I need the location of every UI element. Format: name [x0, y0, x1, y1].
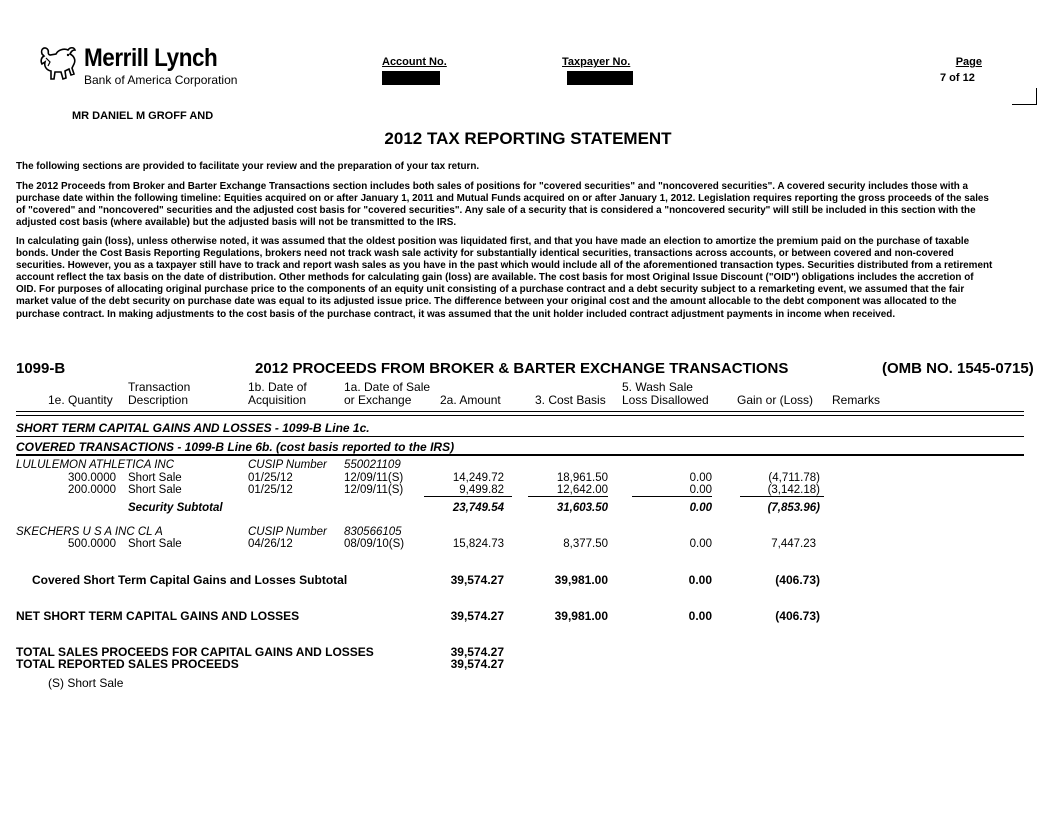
lot-gain-loss: (4,711.78) — [768, 472, 820, 484]
header-rule-bottom — [16, 415, 1024, 416]
form-id: 1099-B — [16, 360, 66, 377]
omb-number: (OMB NO. 1545-0715) — [882, 360, 1034, 377]
corner-mark — [1012, 88, 1037, 105]
cusip-label: CUSIP Number — [248, 459, 327, 471]
column-header-sale-date — [344, 381, 430, 406]
column-header-acquisition — [248, 381, 307, 406]
section-rule-covered — [16, 454, 1024, 456]
section-covered: COVERED TRANSACTIONS - 1099-B Line 6b. (cost basis reported to the IRS) — [16, 440, 455, 454]
column-header-wash-sale — [622, 381, 709, 406]
column-header-transaction — [128, 381, 190, 406]
taxpayer-number-redacted — [567, 71, 633, 85]
net-short-term-gain-loss: (406.73) — [775, 609, 820, 623]
footnote-short-sale: (S) Short Sale — [48, 676, 124, 690]
net-short-term-label: NET SHORT TERM CAPITAL GAINS AND LOSSES — [16, 609, 300, 623]
account-number-label: Account No. — [382, 56, 447, 68]
covered-securities-paragraph: The 2012 Proceeds from Broker and Barter Exchange Transactions section includes both sales of positions for "covered securities" and "noncovered securities". A covered security includes those with a purchase date within the following timeline: Equities acquired on or after January 1, 2011 and Mutual Funds acquired on or after January 1, 2012. Legislation requires reporting the gross proceeds of the sales of "covered" and "noncovered" securities and the adjusted cost basis for "covered securities". Any sale of a security that is considered a "noncovered security" will still be included in this section with the adjusted cost basis (where available) but the adjusted basis will not be transmitted to the IRS. — [16, 181, 989, 229]
page-label: Page — [955, 56, 982, 68]
covered-subtotal-cost-basis: 39,981.00 — [554, 573, 608, 587]
addressee-name: MR DANIEL M GROFF AND — [72, 110, 214, 122]
total-sales-proceeds-label: TOTAL SALES PROCEEDS FOR CAPITAL GAINS AND LOSSES — [16, 645, 374, 659]
brand-subtitle: Bank of America Corporation — [84, 73, 238, 87]
lot-description: Short Sale — [128, 472, 182, 484]
column-header-amount: 2a. Amount — [440, 393, 501, 407]
section-short-term: SHORT TERM CAPITAL GAINS AND LOSSES - 1099-B Line 1c. — [16, 421, 370, 435]
cusip-number: 830566105 — [344, 526, 402, 538]
lot-gain-loss — [740, 484, 824, 497]
covered-subtotal-label: Covered Short Term Capital Gains and Losses Subtotal — [32, 573, 348, 587]
lot-quantity: 200.0000 — [68, 484, 116, 496]
lot-description: Short Sale — [128, 538, 182, 550]
lot-description: Short Sale — [128, 484, 182, 496]
lot-amount — [424, 484, 512, 497]
lot-sale-date: 08/09/10(S) — [344, 538, 405, 550]
net-short-term-cost-basis: 39,981.00 — [554, 609, 608, 623]
security-subtotal-label: Security Subtotal — [128, 502, 223, 514]
column-header-remarks: Remarks — [832, 393, 881, 407]
header-rule-top — [16, 411, 1024, 412]
column-header-sale-date-line1: 1a. Date of Sale — [344, 380, 431, 394]
bull-logo-icon — [38, 44, 80, 91]
lot-sale-date: 12/09/11(S) — [344, 484, 404, 496]
lot-amount: 14,249.72 — [452, 472, 504, 484]
lot-wash-sale: 0.00 — [689, 472, 712, 484]
cusip-number: 550021109 — [344, 459, 401, 471]
security-name: SKECHERS U S A INC CL A — [16, 526, 163, 538]
column-header-transaction-line1: Transaction — [128, 380, 191, 394]
lot-cost-basis: 18,961.50 — [556, 472, 608, 484]
brand-name: Merrill Lynch — [84, 44, 218, 72]
lot-cost-basis: 12,642.00 — [528, 484, 608, 497]
taxpayer-number-label: Taxpayer No. — [562, 56, 631, 68]
security-name: LULULEMON ATHLETICA INC — [16, 459, 175, 471]
intro-paragraph: The following sections are provided to facilitate your review and the preparation of your tax return. — [16, 161, 480, 172]
column-header-transaction-line2: Description — [128, 392, 189, 407]
lot-quantity: 500.0000 — [68, 538, 116, 550]
column-header-acquisition-line2: Acquisition — [248, 392, 307, 407]
net-short-term-wash-sale: 0.00 — [688, 609, 712, 623]
security-subtotal-wash-sale: 0.00 — [689, 502, 712, 514]
security-subtotal-gain-loss: (7,853.96) — [767, 502, 820, 514]
covered-subtotal-amount: 39,574.27 — [450, 573, 504, 587]
column-header-cost-basis: 3. Cost Basis — [535, 393, 606, 407]
lot-gain-loss-value: (3,142.18) — [767, 484, 820, 496]
page-title: 2012 TAX REPORTING STATEMENT — [384, 129, 672, 148]
cusip-label: CUSIP Number — [248, 526, 327, 538]
lot-acquired-date: 04/26/12 — [248, 538, 293, 550]
column-header-wash-sale-line2: Loss Disallowed — [622, 392, 709, 407]
lot-amount-value: 9,499.82 — [459, 484, 504, 496]
security-subtotal-cost-basis: 31,603.50 — [556, 502, 608, 514]
lot-gain-loss: 7,447.23 — [771, 538, 816, 550]
column-header-acquisition-line1: 1b. Date of — [248, 380, 307, 394]
lot-amount: 15,824.73 — [452, 538, 504, 550]
gain-loss-method-paragraph: In calculating gain (loss), unless otherwise noted, it was assumed that the oldest position was liquidated first, and that you have made an election to amortize the premium paid on the purchase of taxable bonds. Under the Cost Basis Reporting Regulations, brokers need not track wash sale activity for substantially identical securities, transactions across accounts, or between covered and non-covered securities. However, you as a taxpayer still have to track and report wash sales as you have in the past which would include all of the aforementioned transaction types. Securities distributed from a retirement account reflect the tax basis on the date of distribution. Other methods for calculating gain (loss) are available. The cost basis for most Original Issue Discount ("OID") obligations includes the accretion of OID. For purposes of allocating original purchase price to the components of an equity unit consisting of a purchase contract and a debt security subject to a remarketing event, we assumed that the fair market value of the debt security on purchase date was equal to its adjusted issue price. The difference between your original cost and the amount allocable to the debt component was allocated to the purchase contract. In making adjustments to the cost basis of the purchase contract, it was assumed that the unit holder included contract adjustment payments in income when received. — [16, 236, 993, 320]
column-header-wash-sale-line1: 5. Wash Sale — [622, 380, 693, 394]
net-short-term-amount: 39,574.27 — [450, 609, 504, 623]
lot-acquired-date: 01/25/12 — [248, 472, 293, 484]
total-sales-proceeds-amount: 39,574.27 — [450, 645, 504, 659]
account-number-redacted — [382, 71, 440, 85]
security-subtotal-amount: 23,749.54 — [452, 502, 504, 514]
section-rule — [16, 436, 1024, 437]
lot-quantity: 300.0000 — [68, 472, 116, 484]
column-header-quantity: 1e. Quantity — [48, 393, 113, 407]
column-header-sale-date-line2: or Exchange — [344, 392, 412, 407]
total-reported-proceeds-amount: 39,574.27 — [450, 657, 504, 671]
total-reported-proceeds-label: TOTAL REPORTED SALES PROCEEDS — [16, 657, 239, 671]
lot-acquired-date: 01/25/12 — [248, 484, 293, 496]
column-header-gain-loss: Gain or (Loss) — [737, 393, 814, 407]
form-title: 2012 PROCEEDS FROM BROKER & BARTER EXCHANGE TRANSACTIONS — [255, 360, 789, 377]
lot-wash-sale: 0.00 — [689, 538, 712, 550]
lot-cost-basis: 8,377.50 — [563, 538, 608, 550]
page-number: 7 of 12 — [940, 72, 975, 84]
lot-sale-date: 12/09/11(S) — [344, 472, 404, 484]
lot-wash-sale: 0.00 — [632, 484, 712, 497]
covered-subtotal-wash-sale: 0.00 — [688, 573, 712, 587]
covered-subtotal-gain-loss: (406.73) — [775, 573, 820, 587]
